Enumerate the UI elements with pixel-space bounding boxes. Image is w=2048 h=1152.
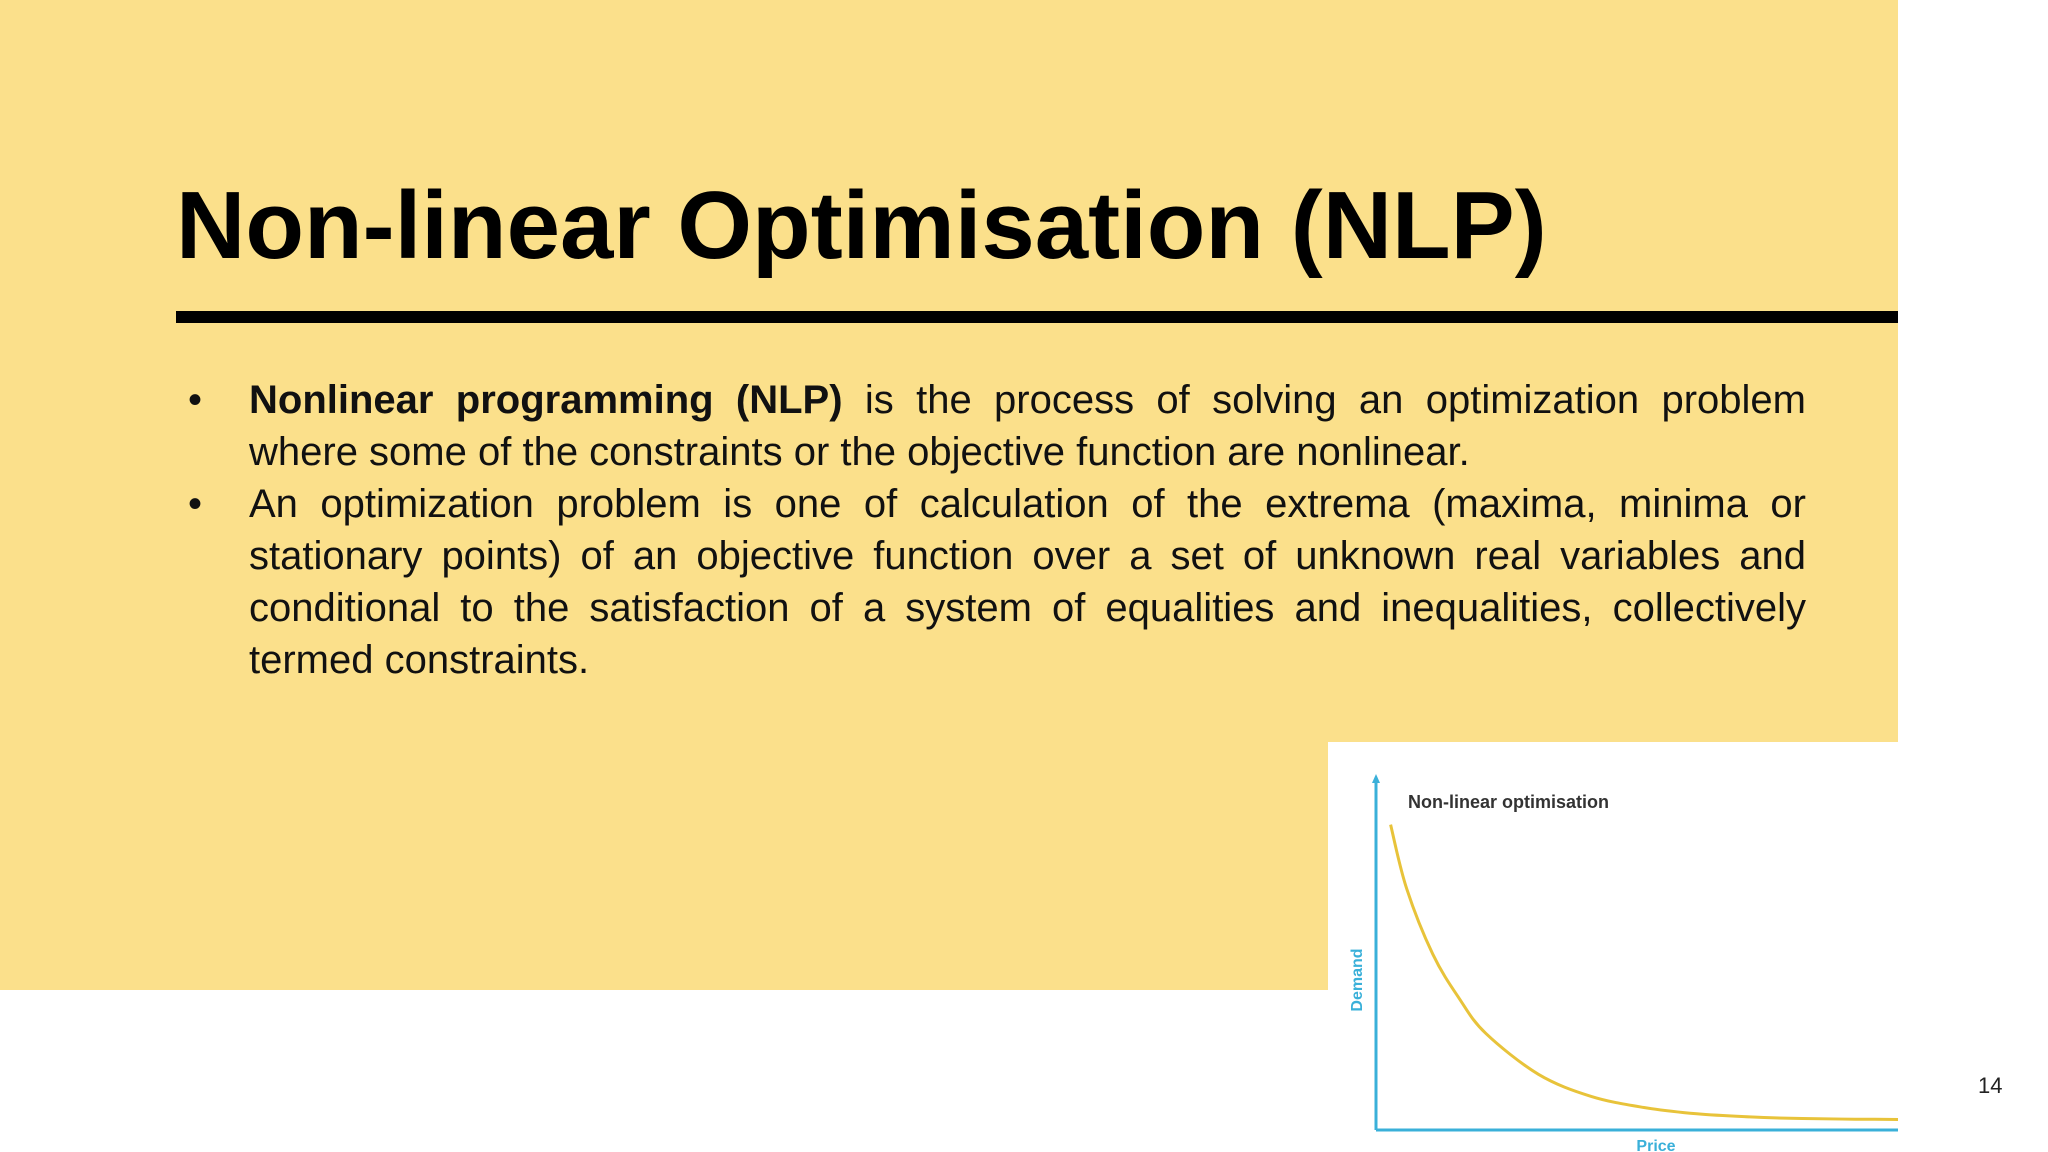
bullet-dot-icon: • xyxy=(188,378,203,422)
bullet-list xyxy=(176,374,1806,686)
x-axis-label: Price xyxy=(1636,1138,1676,1152)
page-number: 14 xyxy=(1978,1073,2003,1098)
y-axis-label: Demand xyxy=(1349,948,1366,1012)
slide-title: Non-linear Optimisation (NLP) xyxy=(176,172,1547,279)
bullet-item-nlp-definition xyxy=(176,374,1806,478)
bullet-text: is the process of solving an optimization problem where some of the constraints or the objective function are nonlinear. xyxy=(249,378,1806,474)
demand-price-chart xyxy=(1328,742,1898,1152)
chart-title: Non-linear optimisation xyxy=(1408,792,1610,812)
bullet-text: An optimization problem is one of calculation of the extrema (maxima, minima or stationary points) of an objective function over a set of unknown real variables and conditional to the satisfaction of a system of equalities and inequalities, collectively termed constraints. xyxy=(249,482,1806,682)
chart-panel xyxy=(1328,742,1898,1152)
title-underline-rule xyxy=(176,311,1898,323)
bullet-dot-icon: • xyxy=(188,482,203,526)
bullet-item-optimization-problem xyxy=(176,478,1806,686)
demand-curve xyxy=(1391,825,1898,1120)
bullet-bold-term: Nonlinear programming (NLP) xyxy=(249,378,843,422)
